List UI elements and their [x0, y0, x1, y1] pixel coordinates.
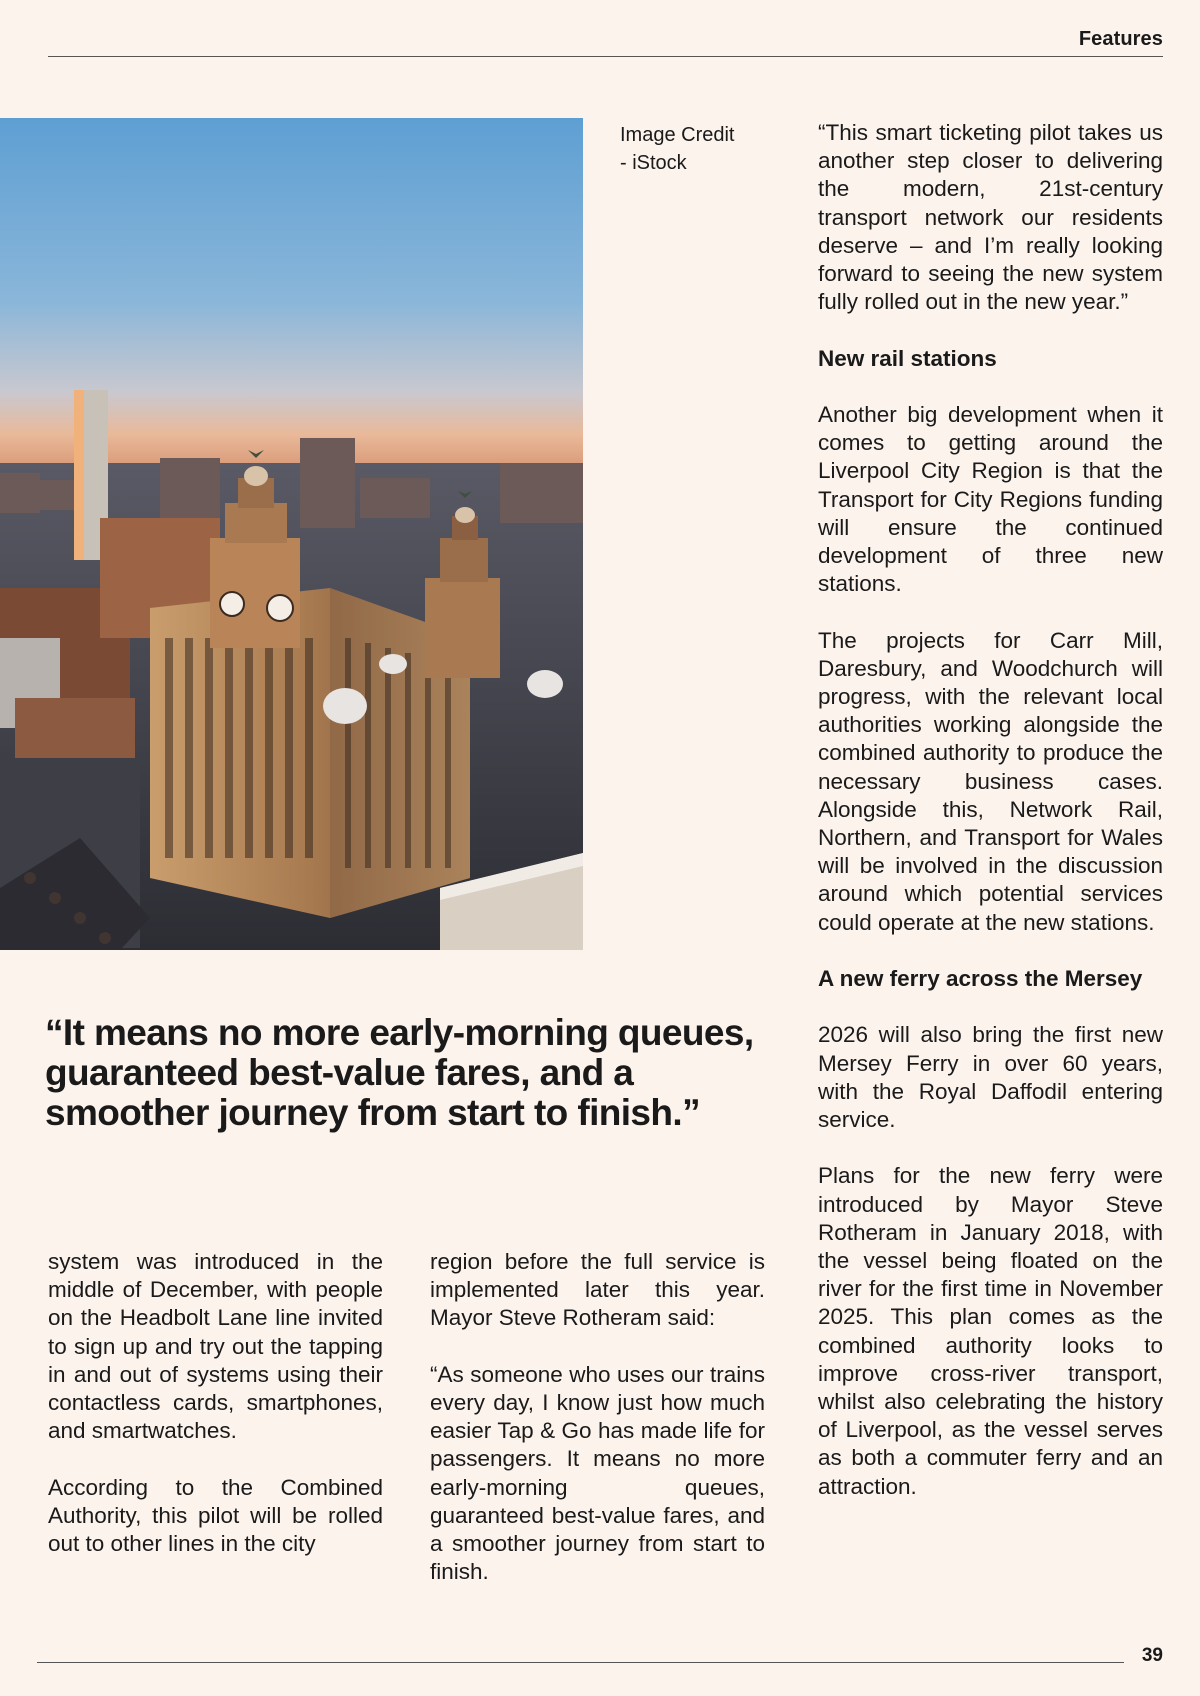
article-column-right	[818, 119, 1163, 1501]
paragraph: 2026 will also bring the first new Mersey Ferry in over 60 years, with the Royal Daffodil entering service.	[818, 1022, 1163, 1133]
paragraph: Plans for the new ferry were introduced by Mayor Steve Rotheram in January 2018, with the vessel being floated on the river for the first time in November 2025. This plan comes as the combined authority looks to improve cross-river transport, whilst also celebrating the history of Liverpool, as the vessel serves as both a commuter ferry and an attraction.	[818, 1163, 1163, 1499]
subheading-rail-stations: New rail stations	[818, 345, 997, 371]
page-number: 39	[1141, 1645, 1163, 1666]
liverpool-photo	[0, 118, 583, 950]
article-column-left	[48, 1248, 383, 1558]
paragraph: “As someone who uses our trains every day, I know just how much easier Tap & Go has made life for passengers. It means no more early-morning queues, guaranteed best-value fares, and a smoother journey from start to finish.	[430, 1361, 765, 1585]
paragraph: “This smart ticketing pilot takes us another step closer to delivering the modern, 21st-century transport network our residents deserve – and I’m really looking forward to seeing the new system fully rolled out in the new year.”	[818, 120, 1163, 315]
paragraph: Another big development when it comes to getting around the Liverpool City Region is that the Transport for City Regions funding will ensure the continued development of three new stations.	[818, 402, 1163, 597]
subheading-ferry: A new ferry across the Mersey	[818, 966, 1143, 992]
section-label: Features	[1078, 28, 1163, 50]
header-rule	[48, 56, 1163, 57]
image-credit-source: - iStock	[620, 152, 687, 174]
paragraph: The projects for Carr Mill, Daresbury, and Woodchurch will progress, with the relevant local authorities working alongside the combined authority to produce the necessary business cases. Alongside this, Network Rail, Northern, and Transport for Wales will be involved in the discussion around which potential services could operate at the new stations.	[818, 627, 1163, 935]
paragraph: According to the Combined Authority, this pilot will be rolled out to other lines in the city	[48, 1474, 383, 1557]
paragraph: system was introduced in the middle of December, with people on the Headbolt Lane line invited to sign up and try out the tapping in and out of systems using their contactless cards, smartphones, and smartwatches.	[48, 1249, 383, 1444]
image-credit-label: Image Credit	[620, 124, 735, 146]
paragraph: region before the full service is implemented later this year. Mayor Steve Rotheram said:	[430, 1249, 765, 1331]
footer-rule	[37, 1662, 1124, 1663]
pull-quote: “It means no more early-morning queues, guaranteed best-value fares, and a smoother journey from start to finish.”	[45, 1012, 754, 1133]
article-column-middle	[430, 1248, 765, 1586]
image-credit	[620, 121, 760, 177]
liver-building-illustration	[0, 118, 583, 950]
